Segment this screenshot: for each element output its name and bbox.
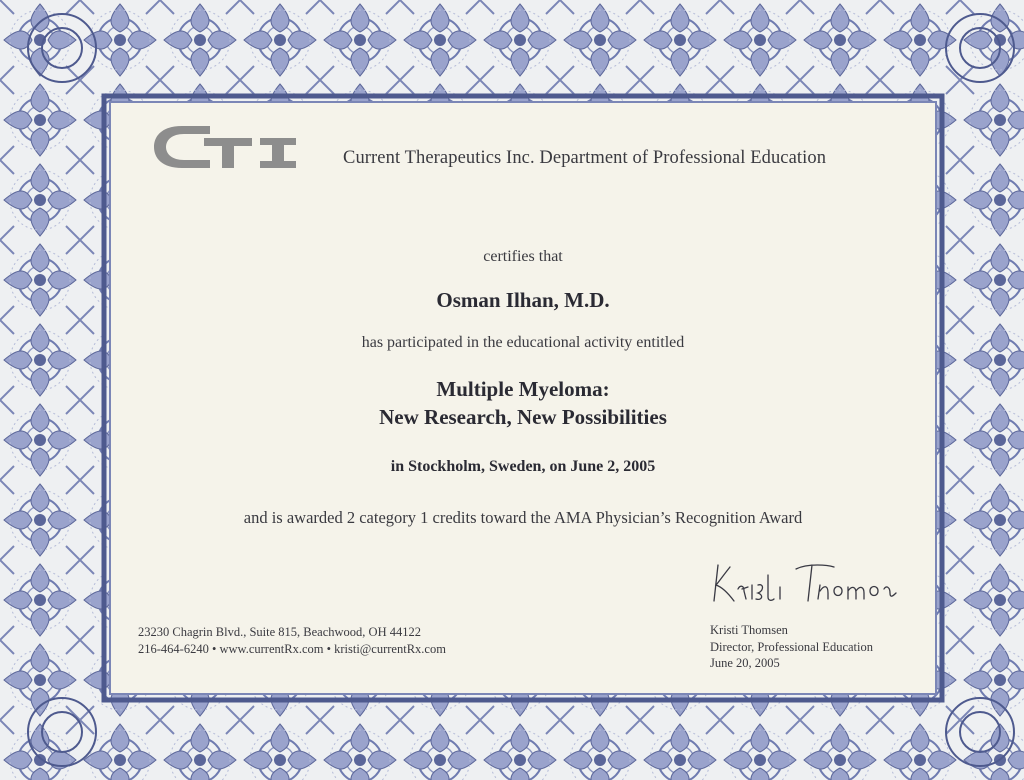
address-line-1: 23230 Chagrin Blvd., Suite 815, Beachwood, OH 44122: [138, 625, 421, 639]
cti-logo: [152, 120, 302, 174]
certifies-text: certifies that: [483, 248, 563, 265]
award-text: and is awarded 2 category 1 credits toward the AMA Physician’s Recognition Award: [243, 508, 803, 527]
recipient-name: Osman Ilhan, M.D.: [436, 288, 610, 312]
organization-name: Current Therapeutics Inc. Department of Professional Education: [343, 148, 827, 168]
activity-title-line2: New Research, New Possibilities: [379, 405, 667, 429]
activity-title-line1: Multiple Myeloma:: [436, 377, 610, 401]
signer-title: Director, Professional Education: [710, 640, 873, 654]
address-line-2: 216-464-6240 • www.currentRx.com • kristi@currentRx.com: [138, 642, 446, 656]
signer-name: Kristi Thomsen: [710, 623, 788, 637]
location-date: in Stockholm, Sweden, on June 2, 2005: [390, 458, 656, 475]
handwritten-signature: [708, 555, 898, 615]
signed-date: June 20, 2005: [710, 656, 780, 670]
participation-text: has participated in the educational activity entitled: [361, 334, 685, 351]
